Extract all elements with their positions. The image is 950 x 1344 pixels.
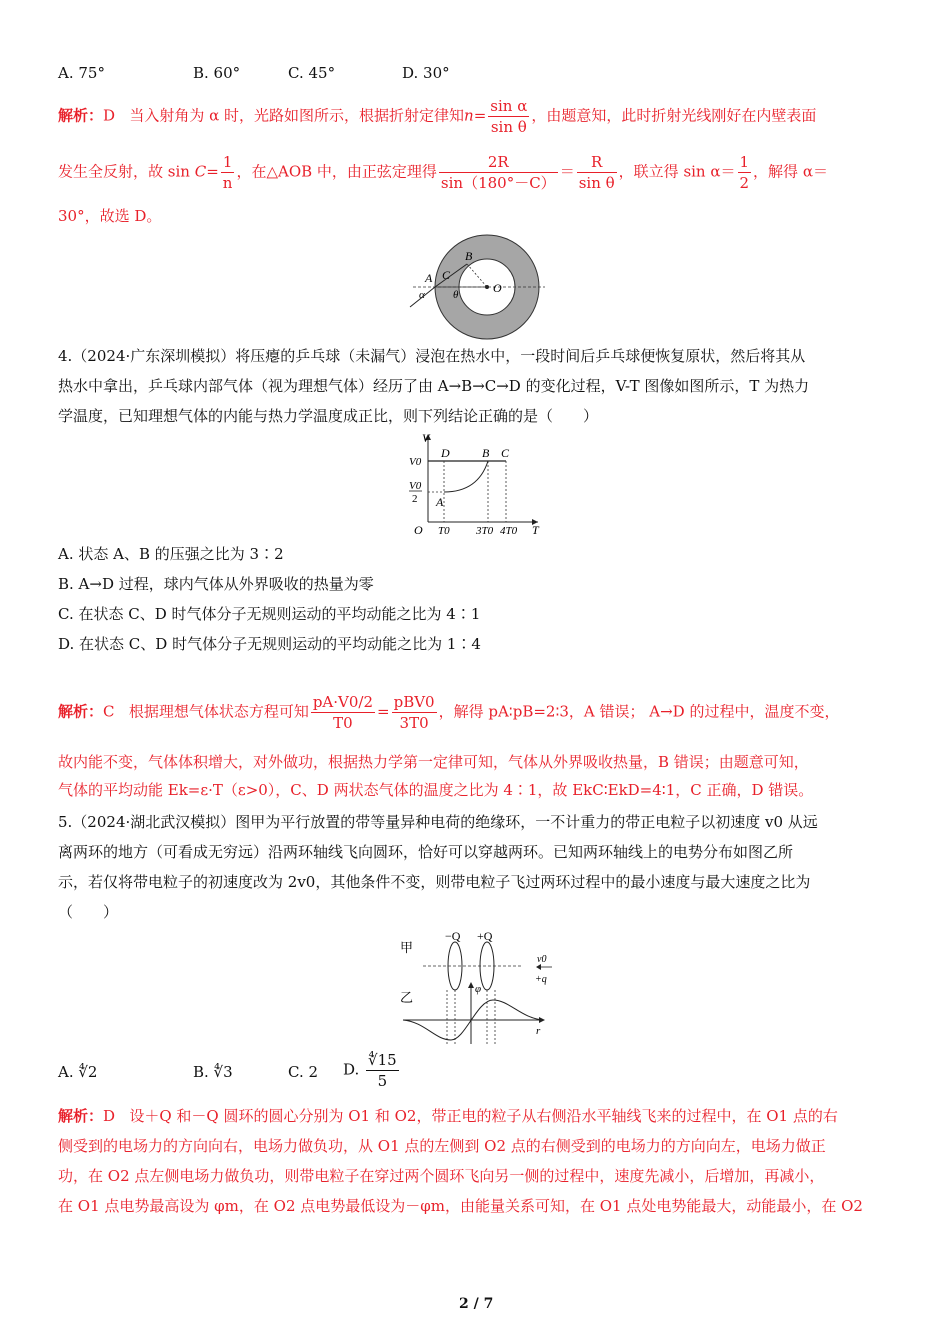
center-dot (485, 285, 489, 289)
analysis-text: ，联立得 sin α＝ (618, 162, 736, 181)
fraction-num: 1 (739, 153, 750, 171)
label-3t0: 3T0 (476, 525, 494, 537)
fraction-den: sin（180°－C） (440, 174, 556, 192)
fraction-den: sin θ (578, 174, 615, 192)
q5-stem-line3: 示，若仅将带电粒子的初速度改为 2v0，其他条件不变，则带电粒子飞过两环过程中的最小速度与最大速度之比为 (58, 873, 811, 891)
q3-option-a: A. 75° (58, 64, 105, 82)
fraction-num: ∜15 (368, 1051, 397, 1069)
option-label: D. (343, 1060, 360, 1079)
q5-option-d (343, 1050, 401, 1091)
q3-analysis-line3: 30°，故选 D。 (58, 207, 162, 225)
formula-eq: = (473, 106, 487, 125)
vt-graph (400, 430, 550, 542)
label-a: A (436, 495, 444, 509)
fraction-den: T0 (333, 714, 353, 732)
analysis-text: ，在△AOB 中，由正弦定理得 (236, 162, 437, 181)
fraction-num: R (577, 152, 617, 173)
label-phi: φ (475, 983, 482, 995)
label-plus-q-charge: +q (535, 974, 547, 985)
q3-option-c: C. 45° (288, 64, 336, 82)
ring-potential-figure (395, 926, 565, 1048)
label-plus-q: +Q (477, 929, 493, 943)
q5-stem-line4: （ ） (58, 903, 119, 921)
analysis-text: ，由题意知，此时折射光线刚好在内壁表面 (531, 106, 817, 125)
fraction (392, 692, 437, 733)
q3-option-b: B. 60° (193, 64, 241, 82)
q4-analysis-line1 (58, 692, 839, 733)
fraction-den: sin θ (490, 118, 527, 136)
label-o: O (414, 523, 423, 537)
label-v: V (422, 431, 430, 445)
label-d: D (441, 446, 450, 460)
analysis-text: ，解得 α＝ (753, 162, 828, 181)
fraction-den: 5 (377, 1072, 388, 1090)
analysis-answer: D (103, 1107, 116, 1125)
fraction (577, 152, 617, 193)
label-theta: θ (453, 289, 459, 301)
q4-option-b: B. A→D 过程，球内气体从外界吸收的热量为零 (58, 575, 374, 593)
fraction (221, 152, 235, 193)
formula-eq: = (206, 162, 219, 181)
fraction-num: pA·V0/2 (312, 693, 374, 711)
page-number: 2 / 7 (459, 1296, 494, 1312)
fraction-num: 1 (221, 152, 235, 173)
q5-analysis-line1 (58, 1106, 838, 1126)
label-a: A (425, 271, 433, 285)
label-b: B (482, 446, 490, 460)
label-r: r (536, 1025, 541, 1037)
fraction (439, 152, 558, 193)
fraction (311, 692, 375, 733)
label-jia: 甲 (400, 940, 414, 955)
label-v0-half-num: V0 (409, 480, 422, 492)
q4-stem-line3: 学温度，已知理想气体的内能与热力学温度成正比，则下列结论正确的是（ ） (58, 407, 599, 425)
label-o: O (493, 281, 502, 295)
ring-optics-figure (395, 232, 555, 342)
label-v0: v0 (537, 954, 547, 965)
analysis-text: 设＋Q 和－Q 圆环的圆心分别为 O1 和 O2，带正电的粒子从右侧沿水平轴线飞来的过程中，在 O1 点的右 (129, 1107, 838, 1125)
q5-option-c: C. 2 (288, 1063, 319, 1081)
q5-analysis-line4: 在 O1 点电势最高设为 φm，在 O2 点电势最低设为－φm，由能量关系可知，在 O1 点处电势能最大，动能最小，在 O2 (58, 1197, 863, 1215)
q4-option-d: D. 在状态 C、D 时气体分子无规则运动的平均动能之比为 1∶4 (58, 635, 481, 653)
q5-option-a: A. ∜2 (58, 1063, 98, 1081)
analysis-answer: D (103, 106, 116, 125)
label-c: C (442, 268, 451, 282)
analysis-label: 解析： (58, 106, 104, 125)
fraction-num: sin α (490, 97, 528, 115)
q3-analysis-line1 (58, 96, 816, 137)
fraction-den: n (222, 174, 233, 192)
q4-stem-line1: 4.（2024·广东深圳模拟）将压瘪的乒乓球（未漏气）浸泡在热水中，一段时间后乒乓球便恢复原状，然后将其从 (58, 347, 806, 365)
ring-positive (480, 942, 494, 990)
formula-var: C (194, 162, 207, 181)
label-alpha: α (419, 289, 425, 301)
label-4t0: 4T0 (500, 525, 518, 537)
label-t: T (532, 523, 539, 537)
q4-stem-line2: 热水中拿出，乒乓球内部气体（视为理想气体）经历了由 A→B→C→D 的变化过程，V-T 图像如图所示，T 为热力 (58, 377, 810, 395)
q4-option-a: A. 状态 A、B 的压强之比为 3∶2 (58, 545, 284, 563)
fraction (738, 152, 752, 193)
q4-option-c: C. 在状态 C、D 时气体分子无规则运动的平均动能之比为 4∶1 (58, 605, 481, 623)
phi-axis-arrow (468, 982, 474, 988)
q5-stem-line2: 离两环的地方（可看成无穷远）沿两环轴线飞向圆环，恰好可以穿越两环。已知两环轴线上的电势分布如图乙所 (58, 843, 794, 861)
q4-analysis-line3: 气体的平均动能 Ek=ε·T（ε>0），C、D 两状态气体的温度之比为 4∶1，故 EkC∶EkD=4∶1，C 正确，D 错误。 (58, 781, 814, 799)
fraction-num: 2R (439, 152, 558, 173)
label-v0-half-den: 2 (412, 493, 418, 505)
analysis-text: 根据理想气体状态方程可知 (128, 702, 309, 721)
formula-var: n (464, 106, 474, 125)
label-t0: T0 (438, 525, 450, 537)
label-b: B (465, 249, 473, 263)
curve-ab (444, 461, 488, 492)
q5-stem-line1: 5.（2024·湖北武汉模拟）图甲为平行放置的带等量异种电荷的绝缘环，一不计重力的带正电粒子以初速度 v0 从远 (58, 813, 818, 831)
fraction-den: 2 (739, 174, 750, 192)
analysis-text: 发生全反射，故 sin (58, 162, 190, 181)
q3-option-d: D. 30° (402, 64, 450, 82)
analysis-text: ，解得 pA∶pB=2∶3，A 错误； A→D 的过程中，温度不变， (438, 702, 840, 721)
label-yi: 乙 (400, 990, 414, 1005)
label-minus-q: −Q (445, 929, 461, 943)
q4-analysis-line2: 故内能不变，气体体积增大，对外做功，根据热力学第一定律可知，气体从外界吸收热量，B 错误；由题意可知， (58, 753, 809, 771)
analysis-label: 解析： (58, 702, 104, 721)
fraction-num: pBV0 (393, 693, 435, 711)
q5-analysis-line2: 侧受到的电场力的方向向右，电场力做负功，从 O1 点的左侧到 O2 点的右侧受到的电场力的方向向左，电场力做正 (58, 1137, 826, 1155)
analysis-label: 解析： (58, 1107, 104, 1125)
q5-option-b: B. ∜3 (193, 1063, 233, 1081)
formula-eq: = (377, 702, 390, 721)
q3-analysis-line2: 发生全反射，故 sin C= $\frac{1}{n}$ ，在△AOB 中，由正弦定理得 $\frac{2R}{\sin(180^\circ-C)}$ ＝ $\frac{R}{\text{sin θ}}$ ，联立得 sin α＝ $\frac{1}{2}$ ，解得 α＝ (58, 153, 828, 192)
analysis-text: 当入射角为 α 时，光路如图所示，根据折射定律知 (129, 106, 465, 125)
fraction (366, 1050, 399, 1091)
label-c: C (501, 446, 510, 460)
fraction (488, 96, 529, 137)
label-v0: V0 (409, 456, 422, 468)
fraction-den: 3T0 (399, 714, 429, 732)
q5-analysis-line3: 功，在 O2 点左侧电场力做负功，则带电粒子在穿过两个圆环飞向另一侧的过程中，速度先减小，后增加，再减小， (58, 1167, 825, 1185)
analysis-answer: C (103, 702, 115, 721)
